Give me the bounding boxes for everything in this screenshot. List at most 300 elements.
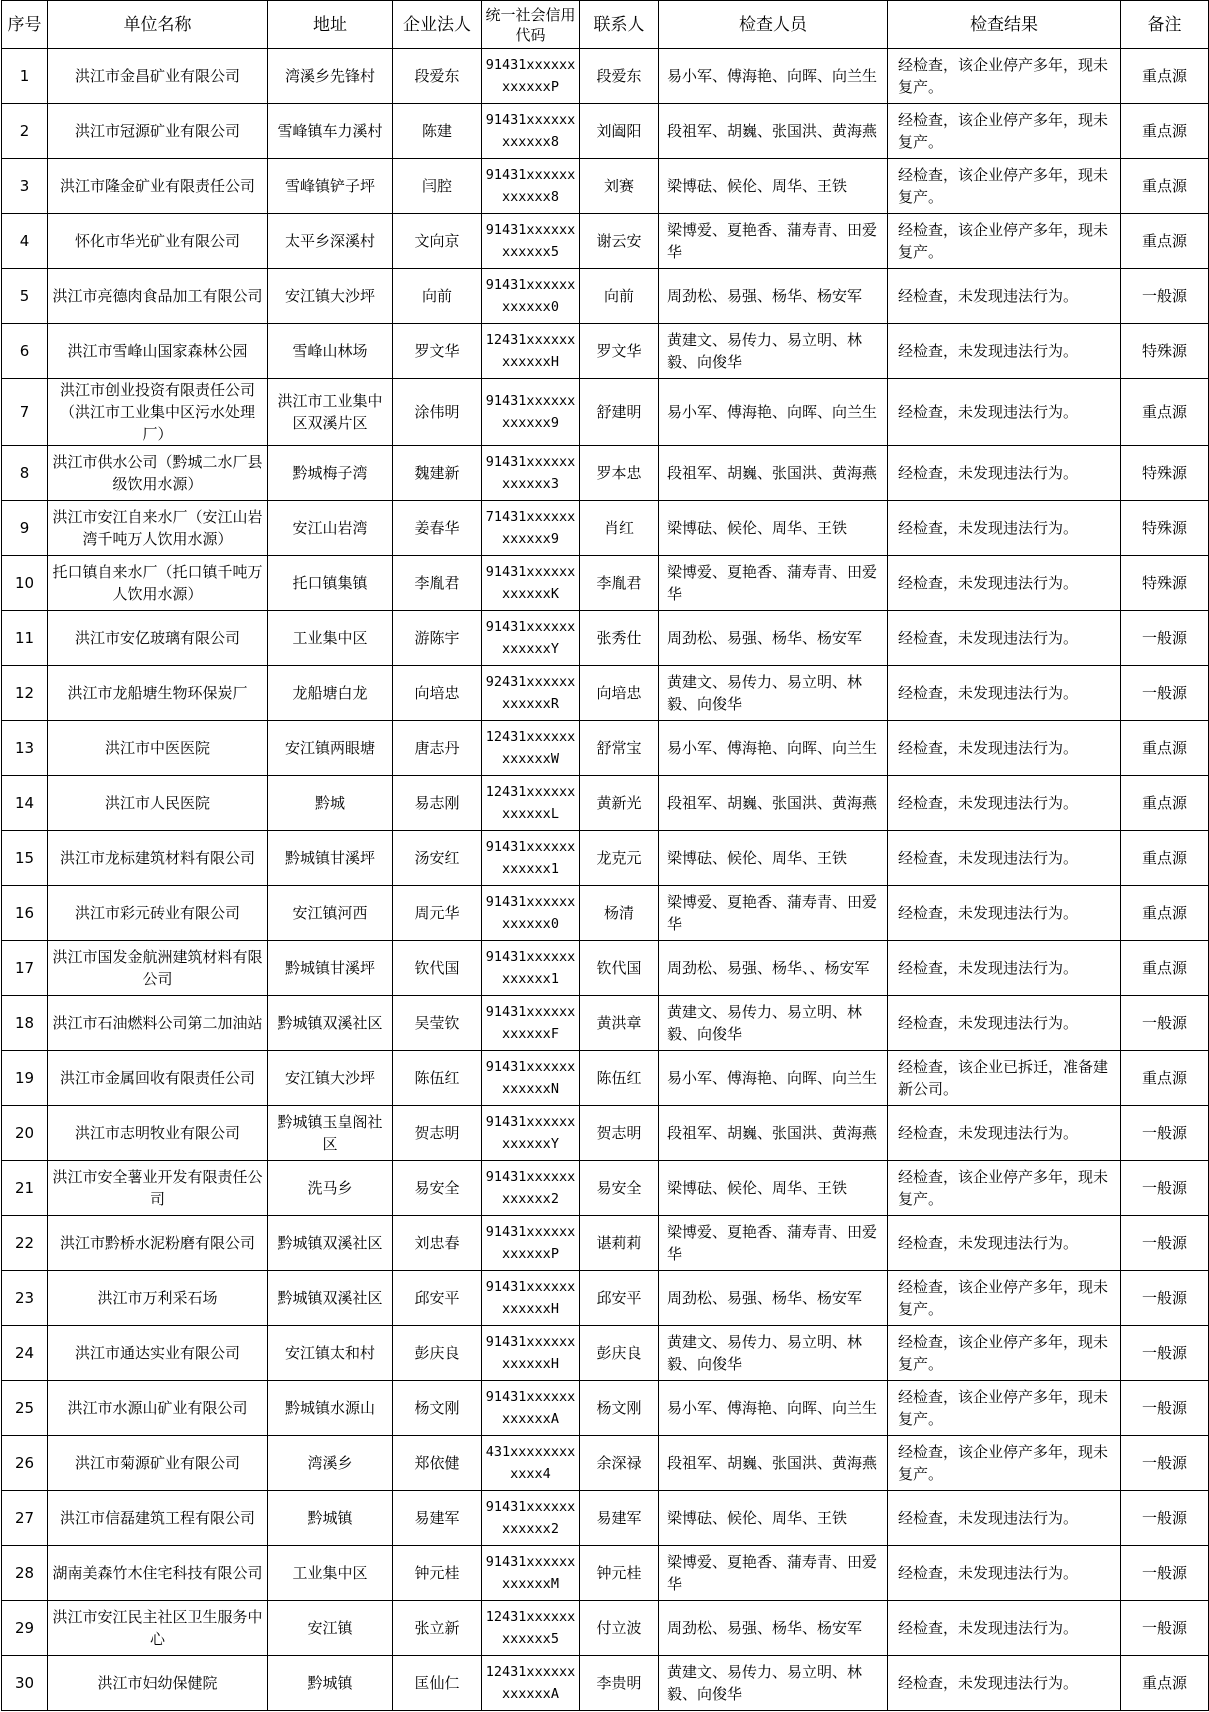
legal-person-cell: 邱安平 [393,1271,482,1326]
inspection-result-cell: 经检查，未发现违法行为。 [888,996,1121,1051]
credit-code-cell: 91431xxxxxxxxxxxxH [482,1271,580,1326]
remark-cell: 重点源 [1121,49,1209,104]
header-legal-person: 企业法人 [393,1,482,49]
table-row [2,214,1209,269]
row-number-cell: 19 [2,1051,48,1106]
credit-code-cell: 12431xxxxxxxxxxxx5 [482,1601,580,1656]
legal-person-cell: 陈建 [393,104,482,159]
legal-person-cell: 李胤君 [393,556,482,611]
remark-cell: 重点源 [1121,831,1209,886]
legal-person-cell: 向培忠 [393,666,482,721]
legal-person-cell: 涂伟明 [393,379,482,446]
credit-code-cell: 91431xxxxxxxxxxxx8 [482,159,580,214]
contact-person-cell: 黄新光 [580,776,659,831]
table-row [2,159,1209,214]
row-number-cell: 6 [2,324,48,379]
contact-person-cell: 舒建明 [580,379,659,446]
credit-code-cell: 91431xxxxxxxxxxxxY [482,611,580,666]
table-row [2,721,1209,776]
inspection-result-cell: 经检查，未发现违法行为。 [888,1601,1121,1656]
header-remark: 备注 [1121,1,1209,49]
address-cell: 雪峰镇铲子坪 [268,159,393,214]
table-row [2,446,1209,501]
table-row [2,1656,1209,1711]
table-row [2,501,1209,556]
company-name-cell: 洪江市国发金航洲建筑材料有限公司 [48,941,268,996]
header-result: 检查结果 [888,1,1121,49]
row-number-cell: 10 [2,556,48,611]
legal-person-cell: 钦代国 [393,941,482,996]
legal-person-cell: 郑依健 [393,1436,482,1491]
header-contact: 联系人 [580,1,659,49]
remark-cell: 一般源 [1121,1491,1209,1546]
legal-person-cell: 匡仙仁 [393,1656,482,1711]
remark-cell: 重点源 [1121,1051,1209,1106]
inspection-result-cell: 经检查，未发现违法行为。 [888,666,1121,721]
inspectors-cell: 梁博爱、夏艳香、蒲寿青、田爱华 [659,1216,888,1271]
credit-code-cell: 91431xxxxxxxxxxxxK [482,556,580,611]
address-cell: 黔城镇甘溪坪 [268,941,393,996]
credit-code-cell: 91431xxxxxxxxxxxxF [482,996,580,1051]
contact-person-cell: 张秀仕 [580,611,659,666]
company-name-cell: 怀化市华光矿业有限公司 [48,214,268,269]
row-number-cell: 30 [2,1656,48,1711]
credit-code-cell: 91431xxxxxxxxxxxxH [482,1326,580,1381]
inspection-result-cell: 经检查，未发现违法行为。 [888,941,1121,996]
remark-cell: 重点源 [1121,159,1209,214]
inspectors-cell: 易小军、傅海艳、向晖、向兰生 [659,1051,888,1106]
contact-person-cell: 钦代国 [580,941,659,996]
inspectors-cell: 段祖军、胡巍、张国洪、黄海燕 [659,1106,888,1161]
legal-person-cell: 汤安红 [393,831,482,886]
inspection-result-cell: 经检查，该企业停产多年，现未复产。 [888,1436,1121,1491]
legal-person-cell: 向前 [393,269,482,324]
credit-code-cell: 71431xxxxxxxxxxxx9 [482,501,580,556]
company-name-cell: 洪江市水源山矿业有限公司 [48,1381,268,1436]
legal-person-cell: 贺志明 [393,1106,482,1161]
company-name-cell: 洪江市龙船塘生物环保炭厂 [48,666,268,721]
address-cell: 雪峰山林场 [268,324,393,379]
inspectors-cell: 梁博爱、夏艳香、蒲寿青、田爱华 [659,556,888,611]
company-name-cell: 洪江市雪峰山国家森林公园 [48,324,268,379]
remark-cell: 重点源 [1121,941,1209,996]
address-cell: 黔城镇玉皇阁社区 [268,1106,393,1161]
table-row [2,1271,1209,1326]
table-row [2,886,1209,941]
legal-person-cell: 易建军 [393,1491,482,1546]
row-number-cell: 3 [2,159,48,214]
legal-person-cell: 刘忠春 [393,1216,482,1271]
contact-person-cell: 陈伍红 [580,1051,659,1106]
inspectors-cell: 易小军、傅海艳、向晖、向兰生 [659,1381,888,1436]
inspectors-cell: 周劲松、易强、杨华、、杨安军 [659,941,888,996]
credit-code-cell: 91431xxxxxxxxxxxx0 [482,269,580,324]
contact-person-cell: 向前 [580,269,659,324]
row-number-cell: 12 [2,666,48,721]
inspectors-cell: 易小军、傅海艳、向晖、向兰生 [659,379,888,446]
row-number-cell: 15 [2,831,48,886]
remark-cell: 一般源 [1121,1601,1209,1656]
address-cell: 黔城镇双溪社区 [268,996,393,1051]
remark-cell: 重点源 [1121,886,1209,941]
inspection-result-cell: 经检查，未发现违法行为。 [888,1656,1121,1711]
contact-person-cell: 黄洪章 [580,996,659,1051]
company-name-cell: 洪江市冠源矿业有限公司 [48,104,268,159]
credit-code-cell: 91431xxxxxxxxxxxxY [482,1106,580,1161]
company-name-cell: 洪江市安江自来水厂（安江山岩湾千吨万人饮用水源） [48,501,268,556]
company-name-cell: 洪江市菊源矿业有限公司 [48,1436,268,1491]
row-number-cell: 7 [2,379,48,446]
inspection-result-cell: 经检查，该企业停产多年，现未复产。 [888,1326,1121,1381]
credit-code-cell: 91431xxxxxxxxxxxxM [482,1546,580,1601]
company-name-cell: 洪江市金昌矿业有限公司 [48,49,268,104]
address-cell: 黔城镇水源山 [268,1381,393,1436]
legal-person-cell: 游陈宇 [393,611,482,666]
legal-person-cell: 易志刚 [393,776,482,831]
legal-person-cell: 陈伍红 [393,1051,482,1106]
remark-cell: 一般源 [1121,996,1209,1051]
address-cell: 安江镇大沙坪 [268,269,393,324]
table-row [2,996,1209,1051]
address-cell: 龙船塘白龙 [268,666,393,721]
company-name-cell: 洪江市金属回收有限责任公司 [48,1051,268,1106]
row-number-cell: 24 [2,1326,48,1381]
legal-person-cell: 段爱东 [393,49,482,104]
contact-person-cell: 舒常宝 [580,721,659,776]
row-number-cell: 20 [2,1106,48,1161]
row-number-cell: 14 [2,776,48,831]
address-cell: 黔城镇 [268,1656,393,1711]
remark-cell: 一般源 [1121,666,1209,721]
legal-person-cell: 钟元桂 [393,1546,482,1601]
company-name-cell: 洪江市创业投资有限责任公司（洪江市工业集中区污水处理厂） [48,379,268,446]
remark-cell: 特殊源 [1121,501,1209,556]
address-cell: 黔城镇甘溪坪 [268,831,393,886]
contact-person-cell: 段爱东 [580,49,659,104]
remark-cell: 特殊源 [1121,324,1209,379]
address-cell: 安江镇两眼塘 [268,721,393,776]
row-number-cell: 1 [2,49,48,104]
row-number-cell: 8 [2,446,48,501]
inspectors-cell: 梁博爱、夏艳香、蒲寿青、田爱华 [659,214,888,269]
legal-person-cell: 张立新 [393,1601,482,1656]
remark-cell: 重点源 [1121,104,1209,159]
address-cell: 安江山岩湾 [268,501,393,556]
contact-person-cell: 杨清 [580,886,659,941]
remark-cell: 一般源 [1121,1161,1209,1216]
credit-code-cell: 91431xxxxxxxxxxxxP [482,1216,580,1271]
address-cell: 安江镇太和村 [268,1326,393,1381]
row-number-cell: 17 [2,941,48,996]
credit-code-cell: 91431xxxxxxxxxxxx8 [482,104,580,159]
inspection-result-cell: 经检查，该企业已拆迁，准备建新公司。 [888,1051,1121,1106]
table-row [2,269,1209,324]
credit-code-cell: 431xxxxxxxxxxxx4 [482,1436,580,1491]
address-cell: 雪峰镇车力溪村 [268,104,393,159]
inspection-result-cell: 经检查，该企业停产多年，现未复产。 [888,1381,1121,1436]
table-row [2,1436,1209,1491]
header-row [2,1,1209,49]
credit-code-cell: 12431xxxxxxxxxxxxA [482,1656,580,1711]
remark-cell: 重点源 [1121,1656,1209,1711]
header-inspectors: 检查人员 [659,1,888,49]
credit-code-cell: 91431xxxxxxxxxxxx3 [482,446,580,501]
contact-person-cell: 易安全 [580,1161,659,1216]
legal-person-cell: 易安全 [393,1161,482,1216]
company-name-cell: 洪江市石油燃料公司第二加油站 [48,996,268,1051]
table-row [2,1381,1209,1436]
contact-person-cell: 肖红 [580,501,659,556]
contact-person-cell: 刘赛 [580,159,659,214]
row-number-cell: 13 [2,721,48,776]
table-row [2,104,1209,159]
row-number-cell: 16 [2,886,48,941]
address-cell: 湾溪乡先锋村 [268,49,393,104]
header-address: 地址 [268,1,393,49]
table-row [2,831,1209,886]
legal-person-cell: 吴莹钦 [393,996,482,1051]
remark-cell: 一般源 [1121,1106,1209,1161]
contact-person-cell: 罗本忠 [580,446,659,501]
contact-person-cell: 彭庆良 [580,1326,659,1381]
table-row [2,1161,1209,1216]
inspectors-cell: 梁博爱、夏艳香、蒲寿青、田爱华 [659,1546,888,1601]
table-row [2,1601,1209,1656]
table-row [2,941,1209,996]
inspection-result-cell: 经检查，该企业停产多年，现未复产。 [888,49,1121,104]
company-name-cell: 湖南美森竹木住宅科技有限公司 [48,1546,268,1601]
contact-person-cell: 龙克元 [580,831,659,886]
credit-code-cell: 92431xxxxxxxxxxxxR [482,666,580,721]
table-row [2,666,1209,721]
inspectors-cell: 梁博砝、候伦、周华、王铁 [659,501,888,556]
legal-person-cell: 姜春华 [393,501,482,556]
inspection-result-cell: 经检查，该企业停产多年，现未复产。 [888,159,1121,214]
address-cell: 黔城镇 [268,1491,393,1546]
inspectors-cell: 段祖军、胡巍、张国洪、黄海燕 [659,776,888,831]
legal-person-cell: 唐志丹 [393,721,482,776]
inspection-result-cell: 经检查，未发现违法行为。 [888,501,1121,556]
legal-person-cell: 周元华 [393,886,482,941]
company-name-cell: 洪江市隆金矿业有限责任公司 [48,159,268,214]
address-cell: 洗马乡 [268,1161,393,1216]
address-cell: 黔城镇双溪社区 [268,1271,393,1326]
inspection-result-cell: 经检查，该企业停产多年，现未复产。 [888,1271,1121,1326]
remark-cell: 一般源 [1121,1326,1209,1381]
inspectors-cell: 梁博砝、候伦、周华、王铁 [659,1161,888,1216]
credit-code-cell: 91431xxxxxxxxxxxx5 [482,214,580,269]
company-name-cell: 洪江市安全薯业开发有限责任公司 [48,1161,268,1216]
company-name-cell: 洪江市妇幼保健院 [48,1656,268,1711]
inspectors-cell: 段祖军、胡巍、张国洪、黄海燕 [659,104,888,159]
credit-code-cell: 91431xxxxxxxxxxxx9 [482,379,580,446]
row-number-cell: 4 [2,214,48,269]
address-cell: 托口镇集镇 [268,556,393,611]
credit-code-cell: 12431xxxxxxxxxxxxH [482,324,580,379]
company-name-cell: 洪江市万利采石场 [48,1271,268,1326]
contact-person-cell: 邱安平 [580,1271,659,1326]
table-row [2,49,1209,104]
legal-person-cell: 魏建新 [393,446,482,501]
inspection-result-cell: 经检查，未发现违法行为。 [888,1491,1121,1546]
remark-cell: 重点源 [1121,776,1209,831]
inspection-result-cell: 经检查，未发现违法行为。 [888,446,1121,501]
company-name-cell: 洪江市黔桥水泥粉磨有限公司 [48,1216,268,1271]
inspectors-cell: 周劲松、易强、杨华、杨安军 [659,1601,888,1656]
company-name-cell: 洪江市中医医院 [48,721,268,776]
credit-code-cell: 91431xxxxxxxxxxxx1 [482,831,580,886]
table-row [2,1491,1209,1546]
company-name-cell: 洪江市彩元砖业有限公司 [48,886,268,941]
inspection-result-cell: 经检查，未发现违法行为。 [888,886,1121,941]
inspection-result-cell: 经检查，未发现违法行为。 [888,1546,1121,1601]
address-cell: 黔城梅子湾 [268,446,393,501]
credit-code-cell: 91431xxxxxxxxxxxx1 [482,941,580,996]
credit-code-cell: 91431xxxxxxxxxxxx2 [482,1161,580,1216]
legal-person-cell: 文向京 [393,214,482,269]
company-name-cell: 洪江市供水公司（黔城二水厂县级饮用水源） [48,446,268,501]
address-cell: 太平乡深溪村 [268,214,393,269]
contact-person-cell: 罗文华 [580,324,659,379]
credit-code-cell: 91431xxxxxxxxxxxx0 [482,886,580,941]
table-row [2,611,1209,666]
table-row [2,1326,1209,1381]
row-number-cell: 2 [2,104,48,159]
company-name-cell: 托口镇自来水厂（托口镇千吨万人饮用水源） [48,556,268,611]
row-number-cell: 26 [2,1436,48,1491]
inspectors-cell: 易小军、傅海艳、向晖、向兰生 [659,721,888,776]
inspectors-cell: 段祖军、胡巍、张国洪、黄海燕 [659,1436,888,1491]
inspection-result-cell: 经检查，该企业停产多年，现未复产。 [888,104,1121,159]
inspectors-cell: 黄建文、易传力、易立明、林毅、向俊华 [659,1326,888,1381]
address-cell: 安江镇 [268,1601,393,1656]
inspection-table [1,0,1209,1711]
contact-person-cell: 钟元桂 [580,1546,659,1601]
row-number-cell: 29 [2,1601,48,1656]
row-number-cell: 22 [2,1216,48,1271]
inspectors-cell: 黄建文、易传力、易立明、林毅、向俊华 [659,996,888,1051]
table-row [2,1106,1209,1161]
table-row [2,776,1209,831]
row-number-cell: 9 [2,501,48,556]
address-cell: 安江镇大沙坪 [268,1051,393,1106]
remark-cell: 一般源 [1121,1216,1209,1271]
contact-person-cell: 余深禄 [580,1436,659,1491]
remark-cell: 一般源 [1121,1546,1209,1601]
row-number-cell: 18 [2,996,48,1051]
company-name-cell: 洪江市安亿玻璃有限公司 [48,611,268,666]
row-number-cell: 11 [2,611,48,666]
inspectors-cell: 易小军、傅海艳、向晖、向兰生 [659,49,888,104]
header-name: 单位名称 [48,1,268,49]
row-number-cell: 5 [2,269,48,324]
contact-person-cell: 杨文刚 [580,1381,659,1436]
remark-cell: 特殊源 [1121,556,1209,611]
company-name-cell: 洪江市安江民主社区卫生服务中心 [48,1601,268,1656]
remark-cell: 一般源 [1121,611,1209,666]
contact-person-cell: 刘阖阳 [580,104,659,159]
remark-cell: 重点源 [1121,721,1209,776]
credit-code-cell: 91431xxxxxxxxxxxxA [482,1381,580,1436]
table-row [2,556,1209,611]
inspectors-cell: 黄建文、易传力、易立明、林毅、向俊华 [659,324,888,379]
inspectors-cell: 梁博爱、夏艳香、蒲寿青、田爱华 [659,886,888,941]
inspection-result-cell: 经检查，未发现违法行为。 [888,721,1121,776]
company-name-cell: 洪江市人民医院 [48,776,268,831]
contact-person-cell: 付立波 [580,1601,659,1656]
row-number-cell: 25 [2,1381,48,1436]
inspectors-cell: 周劲松、易强、杨华、杨安军 [659,269,888,324]
inspectors-cell: 段祖军、胡巍、张国洪、黄海燕 [659,446,888,501]
inspection-result-cell: 经检查，该企业停产多年，现未复产。 [888,1161,1121,1216]
legal-person-cell: 杨文刚 [393,1381,482,1436]
credit-code-cell: 91431xxxxxxxxxxxxP [482,49,580,104]
header-credit-code: 统一社会信用代码 [482,1,580,49]
contact-person-cell: 谢云安 [580,214,659,269]
contact-person-cell: 李贵明 [580,1656,659,1711]
inspectors-cell: 黄建文、易传力、易立明、林毅、向俊华 [659,1656,888,1711]
table-row [2,324,1209,379]
row-number-cell: 23 [2,1271,48,1326]
company-name-cell: 洪江市志明牧业有限公司 [48,1106,268,1161]
address-cell: 洪江市工业集中区双溪片区 [268,379,393,446]
address-cell: 黔城镇双溪社区 [268,1216,393,1271]
row-number-cell: 28 [2,1546,48,1601]
inspection-result-cell: 经检查，未发现违法行为。 [888,611,1121,666]
inspection-result-cell: 经检查，未发现违法行为。 [888,776,1121,831]
remark-cell: 一般源 [1121,1381,1209,1436]
inspection-result-cell: 经检查，未发现违法行为。 [888,269,1121,324]
inspectors-cell: 黄建文、易传力、易立明、林毅、向俊华 [659,666,888,721]
row-number-cell: 27 [2,1491,48,1546]
legal-person-cell: 罗文华 [393,324,482,379]
contact-person-cell: 向培忠 [580,666,659,721]
table-row [2,1051,1209,1106]
contact-person-cell: 贺志明 [580,1106,659,1161]
row-number-cell: 21 [2,1161,48,1216]
credit-code-cell: 12431xxxxxxxxxxxxL [482,776,580,831]
legal-person-cell: 彭庆良 [393,1326,482,1381]
legal-person-cell: 闫腔 [393,159,482,214]
remark-cell: 一般源 [1121,1436,1209,1491]
remark-cell: 一般源 [1121,269,1209,324]
address-cell: 工业集中区 [268,611,393,666]
credit-code-cell: 12431xxxxxxxxxxxxW [482,721,580,776]
table-row [2,1216,1209,1271]
company-name-cell: 洪江市信磊建筑工程有限公司 [48,1491,268,1546]
table-row [2,379,1209,446]
address-cell: 工业集中区 [268,1546,393,1601]
table-row [2,1546,1209,1601]
contact-person-cell: 易建军 [580,1491,659,1546]
inspection-result-cell: 经检查，该企业停产多年，现未复产。 [888,214,1121,269]
header-no: 序号 [2,1,48,49]
inspection-result-cell: 经检查，未发现违法行为。 [888,324,1121,379]
inspection-result-cell: 经检查，未发现违法行为。 [888,831,1121,886]
inspection-result-cell: 经检查，未发现违法行为。 [888,1216,1121,1271]
remark-cell: 特殊源 [1121,446,1209,501]
address-cell: 湾溪乡 [268,1436,393,1491]
remark-cell: 一般源 [1121,1271,1209,1326]
address-cell: 黔城 [268,776,393,831]
inspection-result-cell: 经检查，未发现违法行为。 [888,1106,1121,1161]
credit-code-cell: 91431xxxxxxxxxxxx2 [482,1491,580,1546]
inspectors-cell: 梁博砝、候伦、周华、王铁 [659,1491,888,1546]
inspectors-cell: 梁博砝、候伦、周华、王铁 [659,831,888,886]
inspectors-cell: 周劲松、易强、杨华、杨安军 [659,611,888,666]
contact-person-cell: 谌莉莉 [580,1216,659,1271]
inspection-result-cell: 经检查，未发现违法行为。 [888,379,1121,446]
